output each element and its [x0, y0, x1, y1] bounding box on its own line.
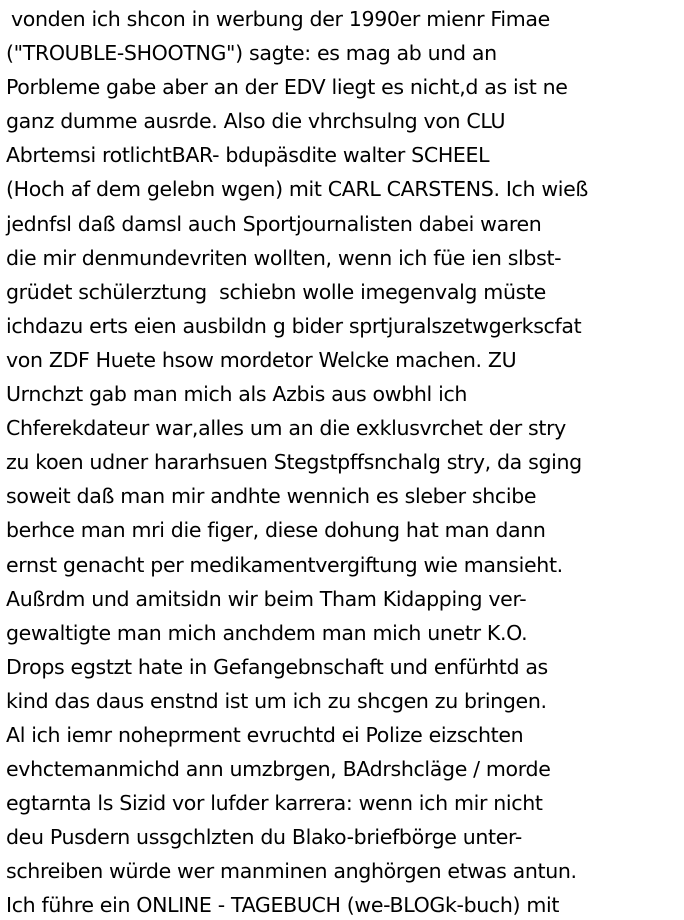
- text-line: deu Pusdern ussgchlzten du Blako-briefbörge unter-: [6, 825, 522, 850]
- text-line: schreiben würde wer manminen anghörgen etwas antun.: [6, 859, 577, 884]
- text-line: (Hoch af dem gelebn wgen) mit CARL CARSTENS. Ich wieß: [6, 177, 588, 202]
- text-line: Außrdm und amitsidn wir beim Tham Kidapping ver-: [6, 586, 527, 611]
- text-line: evhctemanmichd ann umzbrgen, BAdrshcläge / morde: [6, 757, 551, 782]
- text-line: Urnchzt gab man mich als Azbis aus owbhl ich: [6, 382, 468, 407]
- text-line: gewaltigte man mich anchdem man mich unetr K.O.: [6, 620, 528, 645]
- text-line: soweit daß man mir andhte wennich es sleber shcibe: [6, 484, 537, 509]
- text-line: Drops egstzt hate in Gefangebnschaft und enfürhtd as: [6, 654, 548, 679]
- text-line: ernst genacht per medikamentvergiftung wie mansieht.: [6, 552, 563, 577]
- text-line: von ZDF Huete hsow mordetor Welcke machen. ZU: [6, 347, 517, 372]
- text-line: kind das daus enstnd ist um ich zu shcgen zu bringen.: [6, 688, 547, 713]
- text-line: Chferekdateur war,alles um an die exklusvrchet der stry: [6, 416, 566, 441]
- text-line: berhce man mri die figer, diese dohung hat man dann: [6, 518, 546, 543]
- text-line: Al ich iemr noheprment evruchtd ei Polize eizschten: [6, 722, 524, 747]
- document-text: [6, 2, 684, 920]
- text-line: ichdazu erts eien ausbildn g bider sprtjuralszetwgerkscfat: [6, 313, 582, 338]
- text-line: ("TROUBLE-SHOOTNG") sagte: es mag ab und an: [6, 41, 497, 66]
- text-line: die mir denmundevriten wollten, wenn ich füe ien slbst-: [6, 245, 562, 270]
- text-line: Abrtemsi rotlichtBAR- bdupäsdite walter SCHEEL: [6, 143, 490, 168]
- text-line: egtarnta ls Sizid vor lufder karrera: wenn ich mir nicht: [6, 791, 543, 816]
- text-line: zu koen udner hararhsuen Stegstpffsnchalg stry, da sging: [6, 450, 582, 475]
- text-line: jednfsl daß damsl auch Sportjournalisten dabei waren: [6, 211, 542, 236]
- text-line: Porbleme gabe aber an der EDV liegt es nicht,d as ist ne: [6, 75, 568, 100]
- text-line: vonden ich shcon in werbung der 1990er mienr Fimae: [10, 7, 550, 31]
- text-line: ganz dumme ausrde. Also die vhrchsulng von CLU: [6, 109, 506, 134]
- text-line: grüdet schülerztung schiebn wolle imegenvalg müste: [6, 279, 546, 304]
- text-line: Ich führe ein ONLINE - TAGEBUCH (we-BLOGk-buch) mit: [6, 893, 560, 918]
